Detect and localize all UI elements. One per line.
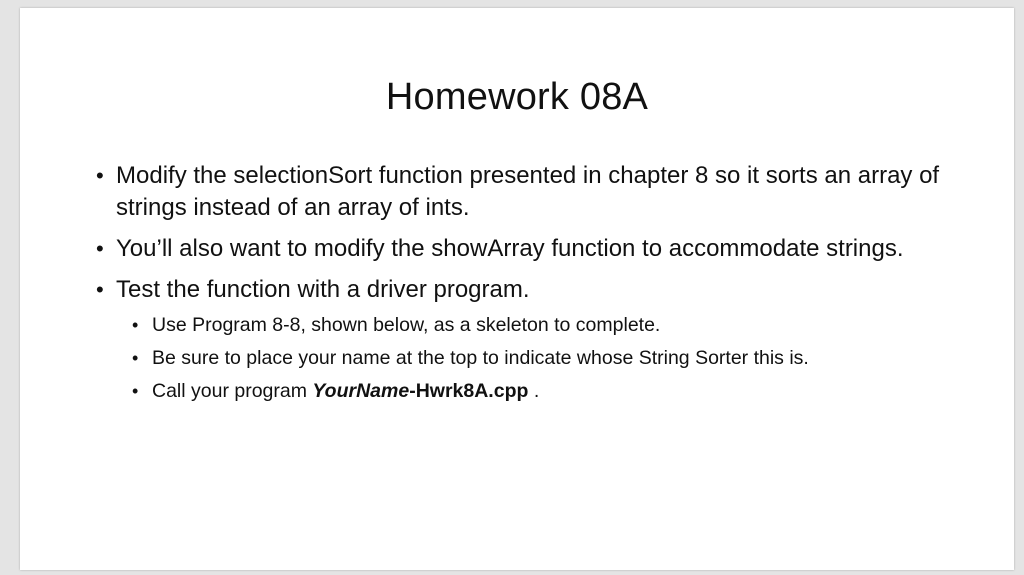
slide[interactable] [20,8,1014,570]
sub-bullet-list [130,310,954,407]
slide-title: Homework 08A [385,76,649,118]
sub-bullet-suffix: . [528,380,540,402]
bullet-item: • Modify the selectionSort function presented in chapter 8 so it sorts an array of strings instead of an array of ints. [94,160,954,224]
filename-italic: YourName [312,380,410,402]
bullet-list [94,160,954,416]
sub-bullet-item [130,376,954,407]
bullet-item: • You’ll also want to modify the showArray function to accommodate strings. [94,233,954,265]
bullet-text: Test the function with a driver program. [116,276,530,303]
sub-bullet-prefix: Call your program [152,380,313,402]
sub-bullet-item: • Be sure to place your name at the top to indicate whose String Sorter this is. [130,343,954,374]
bullet-item [94,274,954,407]
filename-rest: -Hwrk8A.cpp [409,380,529,402]
sub-bullet-item: • Use Program 8-8, shown below, as a skeleton to complete. [130,310,954,341]
